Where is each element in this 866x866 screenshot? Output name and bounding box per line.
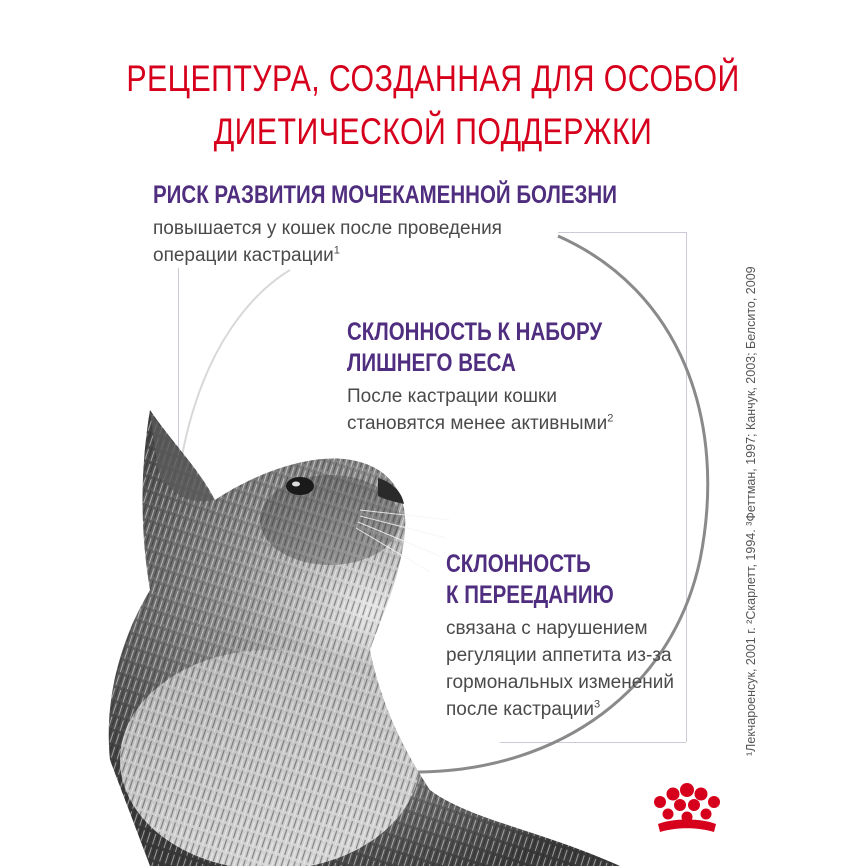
block-1-text: [153, 215, 719, 269]
block-2-title-line-2: ЛИШНЕГО ВЕСА: [347, 349, 516, 377]
cat-eye: [286, 477, 314, 495]
block-weight-gain: [347, 317, 658, 437]
block-3-text-line-2: регуляции аппетита из-за: [446, 645, 672, 666]
block-1-title: [153, 180, 617, 211]
footnote-mark-3: 3: [594, 698, 601, 711]
block-1-text-line-2: операции кастрации$^1$: [153, 244, 340, 266]
block-2-text: [347, 383, 658, 437]
block-2-title: [347, 317, 602, 379]
block-3-text: [446, 615, 674, 723]
footnote-mark-1: 1: [333, 244, 340, 257]
references-footnote: ¹Лекчароенсук, 2001 г. ²Скарлетт, 1994. ³Феттман, 1997; Канчук, 2003; Белсито, 2009: [744, 266, 758, 756]
block-3-title: [446, 549, 633, 611]
headline-line-1: РЕЦЕПТУРА, СОЗДАННАЯ ДЛЯ ОСОБОЙ: [126, 58, 740, 99]
block-overeating: [446, 549, 674, 723]
block-1-text-line-1: повышается у кошек после проведения: [153, 218, 502, 239]
footnote-mark-2: 2: [607, 412, 614, 425]
block-2-text-line-2: становятся менее активными$^2$: [347, 412, 614, 434]
headline-line-2: ДИЕТИЧЕСКОЙ ПОДДЕРЖКИ: [213, 111, 653, 152]
block-3-title-line-1: СКЛОННОСТЬ: [446, 550, 591, 578]
block-3-text-line-4: после кастрации$^3$: [446, 698, 601, 720]
block-3-text-line-1: связана с нарушением: [446, 618, 648, 639]
block-3-title-line-2: К ПЕРЕЕДАНИЮ: [446, 581, 614, 609]
block-1-title-line-1: РИСК РАЗВИТИЯ МОЧЕКАМЕННОЙ БОЛЕЗНИ: [153, 181, 617, 209]
block-2-title-line-1: СКЛОННОСТЬ К НАБОРУ: [347, 318, 603, 346]
block-urolithiasis-risk: [153, 180, 719, 269]
royal-canin-crown-logo: [648, 780, 726, 838]
block-2-text-line-1: После кастрации кошки: [347, 386, 557, 407]
block-3-text-line-3: гормональных изменений: [446, 672, 674, 693]
